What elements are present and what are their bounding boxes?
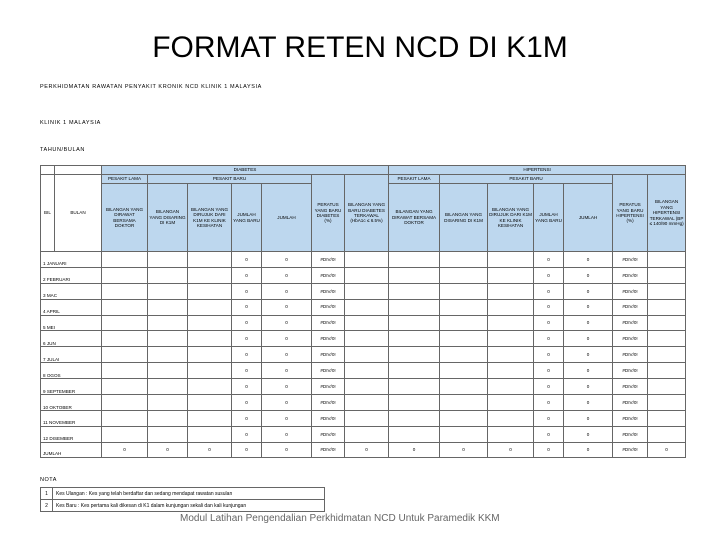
table-cell	[148, 379, 188, 395]
table-cell	[389, 347, 440, 363]
table-row	[41, 315, 686, 331]
table-cell	[440, 299, 488, 315]
table-cell	[188, 315, 232, 331]
table-cell: #DIV/0!	[312, 299, 345, 315]
table-cell	[102, 331, 148, 347]
month-label: 2 FEBRUARI	[41, 267, 102, 283]
month-label: 11 NOVEMBER	[41, 410, 102, 426]
table-cell	[102, 315, 148, 331]
table-cell	[440, 426, 488, 442]
table-cell	[102, 363, 148, 379]
table-cell	[389, 395, 440, 411]
table-cell: 0	[262, 283, 312, 299]
table-row	[41, 331, 686, 347]
table-cell: 0	[262, 442, 312, 457]
table-cell	[148, 347, 188, 363]
table-cell: 0	[232, 379, 262, 395]
table-cell	[345, 283, 389, 299]
table-cell	[148, 252, 188, 268]
table-cell: 0	[534, 315, 564, 331]
col-dm-saring: BILANGAN YANG DISARING DI K1M	[148, 184, 188, 252]
table-cell	[188, 299, 232, 315]
header-blank	[41, 166, 55, 175]
nota-row	[41, 488, 325, 500]
table-cell	[148, 283, 188, 299]
table-row	[41, 379, 686, 395]
table-cell: #DIV/0!	[613, 252, 648, 268]
month-label: 5 MEI	[41, 315, 102, 331]
table-cell	[188, 426, 232, 442]
table-cell: 0	[232, 395, 262, 411]
table-cell	[488, 363, 534, 379]
table-cell	[648, 363, 686, 379]
table-cell: 0	[232, 331, 262, 347]
table-cell: 0	[232, 283, 262, 299]
table-cell: #DIV/0!	[613, 379, 648, 395]
table-cell	[440, 363, 488, 379]
table-cell: 0	[232, 442, 262, 457]
table-cell: #DIV/0!	[613, 267, 648, 283]
table-cell	[389, 363, 440, 379]
table-cell: 0	[389, 442, 440, 457]
table-cell: 0	[564, 252, 613, 268]
table-cell	[389, 331, 440, 347]
nota-number: 1	[41, 488, 53, 500]
table-cell	[345, 426, 389, 442]
table-cell: 0	[262, 410, 312, 426]
table-cell	[102, 252, 148, 268]
col-ht-saring: BILANGAN YANG DISARING DI K1M	[440, 184, 488, 252]
table-cell: 0	[564, 315, 613, 331]
table-cell: 0	[534, 379, 564, 395]
nota-row	[41, 500, 325, 512]
table-cell: 0	[564, 410, 613, 426]
col-dm-rujuk: BILANGAN YANG DIRUJUK DARI K1M KE KLINIK KESIHATAN	[188, 184, 232, 252]
col-dm-jumlah: JUMLAH	[262, 184, 312, 252]
table-cell	[345, 410, 389, 426]
table-cell	[648, 299, 686, 315]
table-cell	[648, 379, 686, 395]
table-cell: #DIV/0!	[312, 331, 345, 347]
col-ht-jumlah: JUMLAH	[564, 184, 613, 252]
table-cell	[440, 283, 488, 299]
table-cell: #DIV/0!	[312, 395, 345, 411]
table-cell: 0	[345, 442, 389, 457]
col-ht-jumlah-baru: JUMLAH YANG BARU	[534, 184, 564, 252]
table-row	[41, 252, 686, 268]
table-cell	[440, 379, 488, 395]
month-label: 7 JULAI	[41, 347, 102, 363]
table-cell	[148, 331, 188, 347]
table-cell: 0	[188, 442, 232, 457]
table-cell: 0	[232, 315, 262, 331]
header-blank	[55, 166, 102, 175]
table-cell: 0	[534, 331, 564, 347]
table-cell	[188, 267, 232, 283]
month-label: 10 OKTOBER	[41, 395, 102, 411]
col-dm-rawat: BILANGAN YANG DIRAWAT BERSAMA DOKTOR	[102, 184, 148, 252]
table-cell: 0	[262, 299, 312, 315]
table-cell: #DIV/0!	[312, 363, 345, 379]
table-cell: 0	[564, 283, 613, 299]
table-row	[41, 267, 686, 283]
month-label: 8 OGOS	[41, 363, 102, 379]
table-cell: 0	[564, 426, 613, 442]
table-cell	[648, 331, 686, 347]
table-cell: 0	[262, 331, 312, 347]
table-cell: 0	[262, 315, 312, 331]
table-cell: 0	[564, 331, 613, 347]
table-cell: 0	[262, 267, 312, 283]
total-row	[41, 442, 686, 457]
table-cell: #DIV/0!	[613, 442, 648, 457]
table-cell	[648, 395, 686, 411]
table-cell	[648, 426, 686, 442]
table-cell	[345, 347, 389, 363]
col-dm-jumlah-baru: JUMLAH YANG BARU	[232, 184, 262, 252]
col-ht-rujuk: BILANGAN YANG DIRUJUK DARI K1M KE KLINIK KESIHATAN	[488, 184, 534, 252]
table-cell: #DIV/0!	[312, 410, 345, 426]
subgroup-dm-baru: PESAKIT BARU	[148, 175, 312, 184]
col-bulan: BULAN	[55, 175, 102, 252]
table-cell	[102, 283, 148, 299]
table-cell	[102, 410, 148, 426]
year-month-line: TAHUN/BULAN	[40, 147, 86, 153]
table-cell	[148, 426, 188, 442]
table-cell	[102, 426, 148, 442]
table-cell	[488, 267, 534, 283]
month-label: 4 APRIL	[41, 299, 102, 315]
table-cell: #DIV/0!	[613, 426, 648, 442]
subgroup-dm-lama: PESAKIT LAMA	[102, 175, 148, 184]
table-cell: #DIV/0!	[312, 267, 345, 283]
month-label: 12 DISEMBER	[41, 426, 102, 442]
col-ht-terkawal: BILANGAN YANG HIPERTENSI TERKAWAL (BP ≤ 140/90 mmHg)	[648, 175, 686, 252]
table-cell: 0	[564, 267, 613, 283]
table-cell: 0	[564, 299, 613, 315]
table-cell: 0	[534, 347, 564, 363]
table-cell	[188, 363, 232, 379]
table-cell	[488, 379, 534, 395]
table-cell	[102, 395, 148, 411]
table-cell: #DIV/0!	[312, 347, 345, 363]
table-cell	[345, 299, 389, 315]
clinic-line: KLINIK 1 MALAYSIA	[40, 120, 101, 126]
table-cell: 0	[534, 299, 564, 315]
table-row	[41, 410, 686, 426]
table-row	[41, 426, 686, 442]
table-cell: 0	[440, 442, 488, 457]
table-cell: 0	[534, 410, 564, 426]
table-cell	[148, 395, 188, 411]
table-cell	[389, 410, 440, 426]
table-cell: 0	[564, 395, 613, 411]
footer-caption: Modul Latihan Pengendalian Perkhidmatan NCD Untuk Paramedik KKM	[180, 513, 500, 524]
table-cell	[648, 267, 686, 283]
table-cell: #DIV/0!	[312, 442, 345, 457]
table-cell: #DIV/0!	[613, 299, 648, 315]
month-label: 6 JUN	[41, 331, 102, 347]
col-dm-peratus: PERATUS YANG BARU DIABETES (%)	[312, 175, 345, 252]
table-cell	[648, 252, 686, 268]
table-cell: 0	[534, 363, 564, 379]
group-hipertensi: HIPERTENSI	[389, 166, 686, 175]
service-line: PERKHIDMATAN RAWATAN PENYAKIT KRONIK NCD KLINIK 1 MALAYSIA	[40, 84, 262, 90]
table-cell	[440, 331, 488, 347]
nota-number: 2	[41, 500, 53, 512]
table-cell	[345, 331, 389, 347]
table-cell: #DIV/0!	[613, 315, 648, 331]
table-cell	[440, 252, 488, 268]
table-cell: 0	[564, 379, 613, 395]
group-diabetes: DIABETES	[102, 166, 389, 175]
table-cell: #DIV/0!	[613, 410, 648, 426]
table-cell: 0	[262, 426, 312, 442]
table-cell	[440, 267, 488, 283]
table-row	[41, 363, 686, 379]
col-dm-terkawal: BILANGAN YANG BARU DIABETES TERKAWAL (HbA1c ≤ 6.5%)	[345, 175, 389, 252]
table-cell: 0	[564, 347, 613, 363]
table-cell	[440, 395, 488, 411]
table-cell	[148, 315, 188, 331]
table-row	[41, 283, 686, 299]
table-cell	[345, 363, 389, 379]
month-label: 3 MAC	[41, 283, 102, 299]
table-cell	[488, 410, 534, 426]
table-cell: 0	[262, 252, 312, 268]
table-cell: #DIV/0!	[613, 363, 648, 379]
nota-text: Kes Baru : Kes pertama kali dikesan di K1 dalam kunjungan sekali dan kali kunjungan	[53, 500, 325, 512]
table-cell: #DIV/0!	[613, 395, 648, 411]
table-cell: 0	[232, 426, 262, 442]
table-cell	[488, 331, 534, 347]
table-cell	[188, 347, 232, 363]
table-cell: 0	[534, 395, 564, 411]
table-cell: 0	[232, 363, 262, 379]
table-cell: 0	[102, 442, 148, 457]
col-ht-rawat: BILANGAN YANG DIRAWAT BERSAMA DOKTOR	[389, 184, 440, 252]
table-cell: #DIV/0!	[613, 283, 648, 299]
table-cell	[648, 410, 686, 426]
table-cell: 0	[534, 426, 564, 442]
table-cell	[488, 426, 534, 442]
table-cell: 0	[232, 267, 262, 283]
table-cell	[389, 283, 440, 299]
nota-table	[40, 487, 325, 512]
table-cell	[488, 252, 534, 268]
subgroup-ht-baru: PESAKIT BARU	[440, 175, 613, 184]
table-cell	[648, 283, 686, 299]
ncd-retention-table	[40, 165, 686, 458]
table-cell	[648, 347, 686, 363]
table-cell	[345, 315, 389, 331]
table-cell: #DIV/0!	[312, 315, 345, 331]
table-cell	[488, 315, 534, 331]
table-cell	[389, 299, 440, 315]
table-cell: 0	[232, 347, 262, 363]
subgroup-ht-lama: PESAKIT LAMA	[389, 175, 440, 184]
table-cell: #DIV/0!	[613, 331, 648, 347]
table-cell	[389, 267, 440, 283]
table-row	[41, 395, 686, 411]
table-cell	[488, 395, 534, 411]
table-cell: 0	[148, 442, 188, 457]
table-cell: #DIV/0!	[312, 252, 345, 268]
table-cell: 0	[232, 252, 262, 268]
month-label: 1 JANUARI	[41, 252, 102, 268]
page-title: FORMAT RETEN NCD DI K1M	[152, 31, 568, 64]
table-cell: 0	[564, 363, 613, 379]
table-cell: 0	[534, 283, 564, 299]
table-cell: #DIV/0!	[613, 347, 648, 363]
table-cell	[488, 283, 534, 299]
table-cell	[188, 331, 232, 347]
table-cell	[102, 299, 148, 315]
table-cell: #DIV/0!	[312, 379, 345, 395]
table-cell	[188, 410, 232, 426]
month-label: 9 SEPTEMBER	[41, 379, 102, 395]
table-cell	[389, 379, 440, 395]
table-cell	[648, 315, 686, 331]
table-cell	[488, 347, 534, 363]
table-cell	[102, 347, 148, 363]
table-cell	[102, 267, 148, 283]
table-cell	[440, 315, 488, 331]
table-cell: 0	[534, 442, 564, 457]
nota-text: Kes Ulangan : Kes yang telah berdaftar dan sedang mendapat rawatan susulan	[53, 488, 325, 500]
col-ht-peratus: PERATUS YANG BARU HIPERTENSI (%)	[613, 175, 648, 252]
table-cell	[148, 267, 188, 283]
table-cell	[188, 252, 232, 268]
table-cell	[102, 379, 148, 395]
table-cell: 0	[232, 299, 262, 315]
table-cell: 0	[262, 347, 312, 363]
table-cell	[188, 395, 232, 411]
table-cell	[389, 252, 440, 268]
table-cell: 0	[262, 379, 312, 395]
table-cell: 0	[564, 442, 613, 457]
table-cell	[389, 315, 440, 331]
table-cell	[345, 379, 389, 395]
table-cell: 0	[488, 442, 534, 457]
table-row	[41, 299, 686, 315]
table-cell: 0	[648, 442, 686, 457]
nota-heading: NOTA	[40, 477, 57, 483]
table-cell: 0	[534, 267, 564, 283]
table-cell	[148, 410, 188, 426]
total-label: JUMLAH	[41, 442, 102, 457]
table-cell	[440, 347, 488, 363]
table-cell	[188, 283, 232, 299]
table-cell	[389, 426, 440, 442]
table-cell	[440, 410, 488, 426]
table-cell: #DIV/0!	[312, 283, 345, 299]
table-cell	[488, 299, 534, 315]
table-cell: 0	[262, 363, 312, 379]
table-cell: 0	[232, 410, 262, 426]
table-cell	[188, 379, 232, 395]
col-bil: BIL	[41, 175, 55, 252]
table-cell: #DIV/0!	[312, 426, 345, 442]
table-cell	[345, 252, 389, 268]
table-cell: 0	[534, 252, 564, 268]
table-row	[41, 347, 686, 363]
table-cell: 0	[262, 395, 312, 411]
table-cell	[148, 299, 188, 315]
table-cell	[148, 363, 188, 379]
table-cell	[345, 267, 389, 283]
table-cell	[345, 395, 389, 411]
